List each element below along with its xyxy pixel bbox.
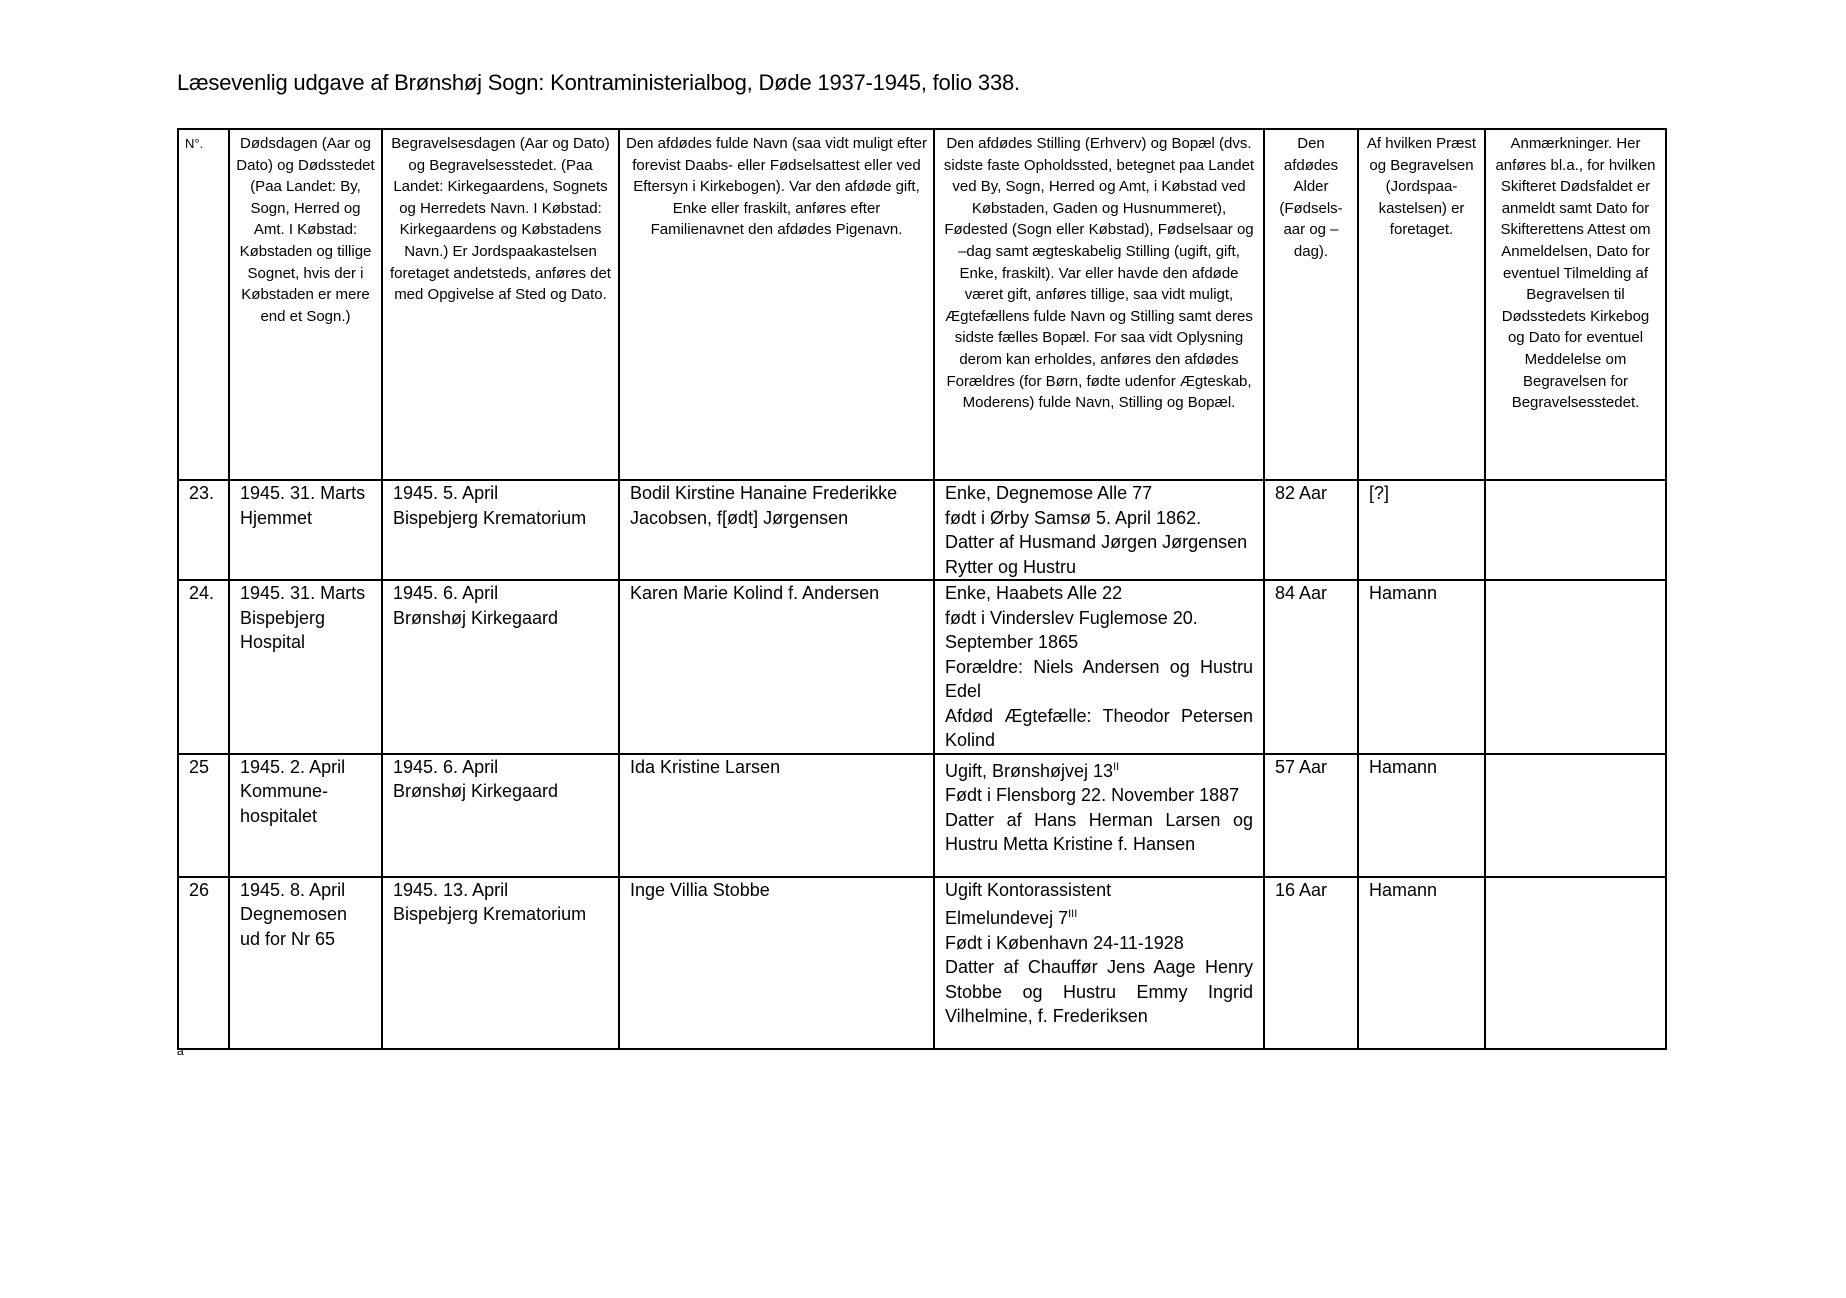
age-cell: 57 Aar: [1264, 754, 1358, 877]
header-full-name: Den afdødes fulde Navn (saa vidt muligt efter forevist Daabs- eller Fødselsattest eller ved Eftersyn i Kirkebogen). Var den afdøde gift, Enke eller fraskilt, anføres efter Familienavnet den afdødes Pigenavn.: [619, 129, 934, 480]
remarks-cell: [1485, 580, 1666, 754]
header-age: Den afdødes Alder (Fødsels-aar og – dag).: [1264, 129, 1358, 480]
position-cell: [934, 480, 1264, 580]
entry-number: 23.: [178, 480, 229, 580]
table-row: [178, 877, 1666, 1049]
death-line: 1945. 31. Marts: [240, 583, 366, 603]
footnote-marker: a: [177, 1044, 184, 1058]
header-priest: Af hvilken Præst og Begravelsen (Jordspaa-kastelsen) er foretaget.: [1358, 129, 1485, 480]
burial-line: 1945. 5. April: [393, 483, 499, 503]
header-position-residence: Den afdødes Stilling (Erhverv) og Bopæl (dvs. sidste faste Opholdssted, betegnet paa Landet ved By, Sogn, Herred og Amt, i Købstad ved Købstaden, Gaden og Husnummeret), Fødested (Sogn eller Købstad), Fødselsaar og –dag samt ægteskabelig Stilling (ugift, gift, Enke, fraskilt). Var eller havde den afdøde været gift, anføres tillige, saa vidt muligt, Ægtefællens fulde Navn og Stilling samt deres sidste fælles Bopæl. For saa vidt Oplysning derom kan erholdes, anføres den afdødes Forældres (for Børn, fødte udenfor Ægteskab, Moderens) fulde Navn, Stilling og Bopæl.: [934, 129, 1264, 480]
position-line: Hustru Metta Kristine f. Hansen: [945, 834, 1196, 854]
header-death-date-place: Dødsdagen (Aar og Dato) og Dødsstedet (Paa Landet: By, Sogn, Herred og Amt. I Købstad: Købstaden og tillige Sognet, hvis der i Købstaden er mere end et Sogn.): [229, 129, 382, 480]
position-text: Ugift, Brønshøjvej 13: [945, 760, 1114, 781]
position-cell: [934, 877, 1264, 1049]
death-line: Hjemmet: [240, 507, 313, 528]
position-line: født i Vinderslev Fuglemose 20.: [945, 607, 1198, 628]
position-line: Rytter og Hustru: [945, 556, 1077, 577]
burial-cell: [382, 877, 619, 1049]
name-cell: [619, 754, 934, 877]
burial-cell: [382, 754, 619, 877]
position-line: Forældre: Niels Andersen og Hustru: [945, 656, 1253, 677]
position-line: [945, 902, 1253, 931]
remarks-cell: [1485, 877, 1666, 1049]
position-line: Vilhelmine, f. Frederiksen: [945, 1006, 1148, 1026]
position-line: født i Ørby Samsø 5. April 1862.: [945, 507, 1202, 528]
remarks-cell: [1485, 480, 1666, 580]
name-line: Karen Marie Kolind f. Andersen: [630, 583, 880, 603]
age-cell: 84 Aar: [1264, 580, 1358, 754]
position-cell: [934, 754, 1264, 877]
priest-cell: Hamann: [1358, 754, 1485, 877]
name-cell: [619, 877, 934, 1049]
burial-cell: [382, 580, 619, 754]
burial-line: Brønshøj Kirkegaard: [393, 607, 559, 628]
position-line: Kolind: [945, 730, 996, 750]
position-line: Afdød Ægtefælle: Theodor Petersen: [945, 705, 1253, 726]
burial-line: Bispebjerg Krematorium: [393, 904, 587, 924]
header-row: [178, 129, 1666, 480]
burial-line: Brønshøj Kirkegaard: [393, 781, 559, 801]
priest-cell: Hamann: [1358, 877, 1485, 1049]
remarks-cell: [1485, 754, 1666, 877]
death-line: Bispebjerg: [240, 607, 326, 628]
header-remarks: Anmærkninger. Her anføres bl.a., for hvilken Skifteret Dødsfaldet er anmeldt samt Dato for Skifterettens Attest om Anmeldelsen, Dato for eventuel Tilmelding af Begravelsen til Dødsstedets Kirkebog og Dato for eventuel Meddelelse om Begravelsen for Begravelsesstedet.: [1485, 129, 1666, 480]
burial-cell: [382, 480, 619, 580]
death-line: Degnemosen: [240, 904, 348, 924]
position-line: September 1865: [945, 632, 1079, 652]
position-line: Født i København 24-11-1928: [945, 932, 1184, 953]
table-row: [178, 580, 1666, 754]
table-row: [178, 480, 1666, 580]
name-cell: [619, 580, 934, 754]
position-line: Datter af Hans Herman Larsen og: [945, 809, 1253, 830]
position-line: Enke, Degnemose Alle 77: [945, 483, 1153, 503]
death-cell: [229, 480, 382, 580]
priest-cell: Hamann: [1358, 580, 1485, 754]
header-burial-date-place: Begravelsesdagen (Aar og Dato) og Begravelsesstedet. (Paa Landet: Kirkegaardens, Sognets og Herredets Navn. I Købstad: Kirkegaardens og Købstadens Navn.) Er Jordspaakastelsen foretaget andetsteds, anføres det med Opgivelse af Sted og Dato.: [382, 129, 619, 480]
death-line: hospitalet: [240, 805, 318, 826]
burial-line: 1945. 6. April: [393, 583, 499, 603]
entry-number: 25: [178, 754, 229, 877]
position-line: Enke, Haabets Alle 22: [945, 583, 1123, 603]
burial-line: 1945. 6. April: [393, 756, 499, 777]
position-line: Edel: [945, 681, 982, 701]
entry-number: 24.: [178, 580, 229, 754]
death-cell: [229, 580, 382, 754]
name-cell: [619, 480, 934, 580]
burial-line: Bispebjerg Krematorium: [393, 507, 587, 528]
position-line: Stobbe og Hustru Emmy Ingrid: [945, 981, 1253, 1002]
position-cell: [934, 580, 1264, 754]
position-line: [945, 755, 1253, 784]
death-line: 1945. 2. April: [240, 756, 346, 777]
table-row: [178, 754, 1666, 877]
burial-register-table: [177, 128, 1667, 1050]
burial-line: 1945. 13. April: [393, 879, 509, 900]
header-number: N°.: [178, 129, 229, 480]
death-line: ud for Nr 65: [240, 928, 336, 949]
death-cell: [229, 877, 382, 1049]
age-cell: 16 Aar: [1264, 877, 1358, 1049]
priest-cell: [?]: [1358, 480, 1485, 580]
position-line: Født i Flensborg 22. November 1887: [945, 785, 1240, 805]
floor-superscript: II: [1113, 760, 1120, 773]
name-line: Jacobsen, f[ødt] Jørgensen: [630, 507, 849, 528]
name-line: Inge Villia Stobbe: [630, 879, 770, 900]
position-line: Datter af Chauffør Jens Aage Henry: [945, 957, 1253, 977]
position-text: Elmelundevej 7: [945, 908, 1069, 928]
death-cell: [229, 754, 382, 877]
death-line: Kommune-: [240, 781, 329, 801]
name-line: Ida Kristine Larsen: [630, 756, 781, 777]
floor-superscript: III: [1068, 908, 1078, 920]
position-line: Datter af Husmand Jørgen Jørgensen: [945, 532, 1248, 552]
age-cell: 82 Aar: [1264, 480, 1358, 580]
name-line: Bodil Kirstine Hanaine Frederikke: [630, 483, 898, 503]
death-line: 1945. 8. April: [240, 879, 346, 900]
entry-number: 26: [178, 877, 229, 1049]
page-title: Læsevenlig udgave af Brønshøj Sogn: Kontraministerialbog, Døde 1937-1945, folio 338.: [177, 70, 1020, 95]
death-line: 1945. 31. Marts: [240, 483, 366, 503]
death-line: Hospital: [240, 632, 306, 652]
position-line: Ugift Kontorassistent: [945, 879, 1112, 900]
